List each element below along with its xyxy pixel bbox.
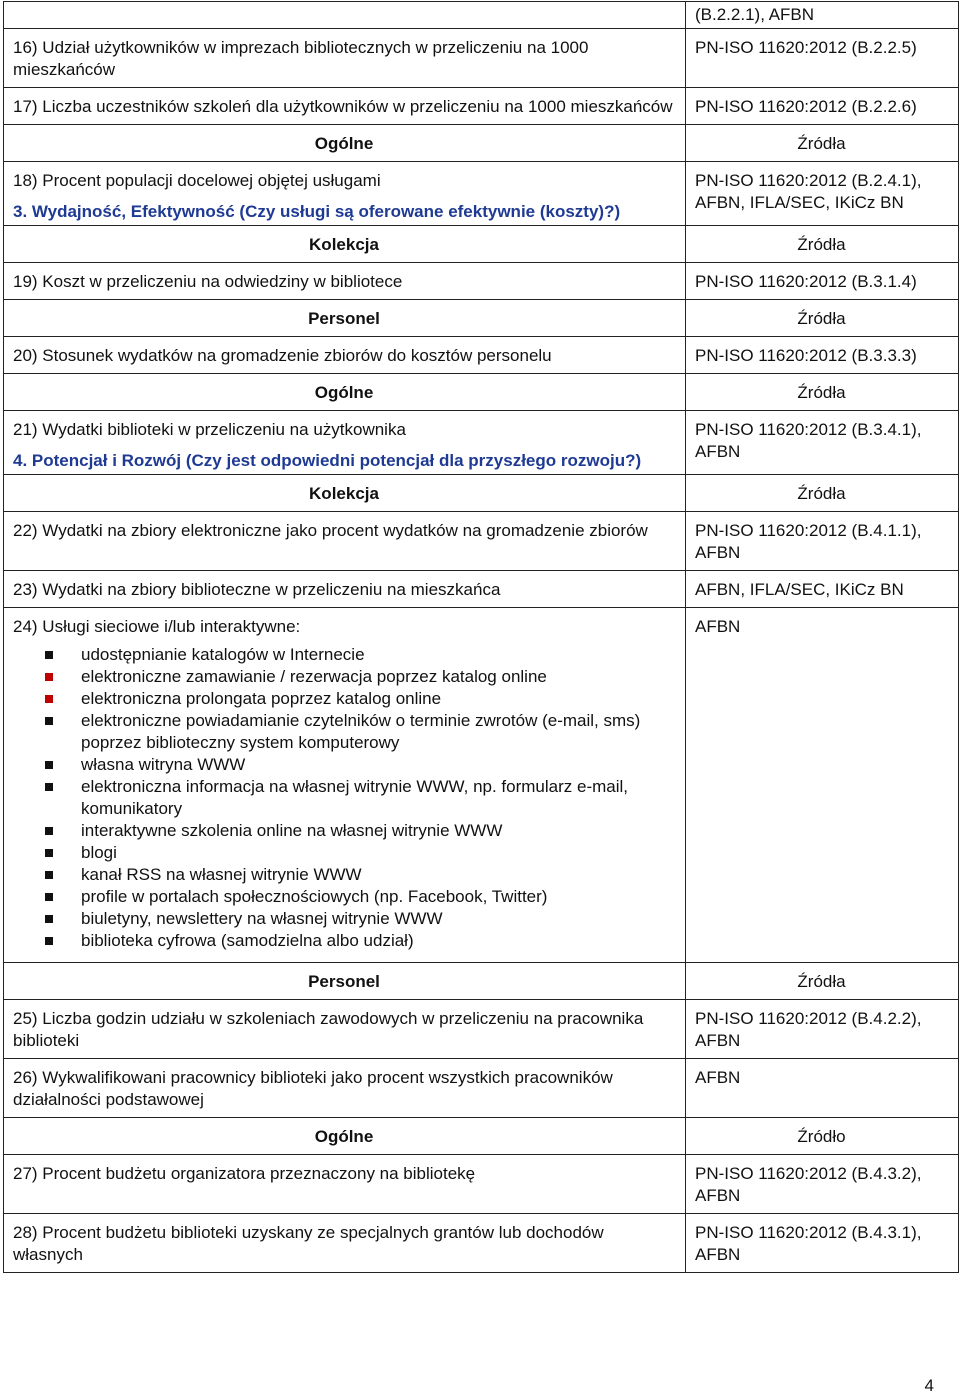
indicator-cell: 26) Wykwalifikowani pracownicy biblioteki jako procent wszystkich pracowników działalności podstawowej (4, 1059, 686, 1118)
list-item: interaktywne szkolenia online na własnej witrynie WWW (45, 820, 675, 842)
source-cell: PN-ISO 11620:2012 (B.4.1.1), AFBN (686, 512, 959, 571)
table-row (4, 29, 959, 88)
list-item: blogi (45, 842, 675, 864)
source-header: Źródła (686, 475, 959, 512)
section-heading: 3. Wydajność, Efektywność (Czy usługi są oferowane efektywnie (koszty)?) (4, 198, 686, 226)
table-row (4, 1059, 959, 1118)
source-cell: PN-ISO 11620:2012 (B.2.2.6) (686, 88, 959, 125)
source-cell: PN-ISO 11620:2012 (B.4.3.1), AFBN (686, 1214, 959, 1273)
indicator-cell: 28) Procent budżetu biblioteki uzyskany ze specjalnych grantów lub dochodów własnych (4, 1214, 686, 1273)
source-cell: AFBN (686, 1059, 959, 1118)
table-row (4, 1155, 959, 1214)
table-row (4, 88, 959, 125)
indicator-cell: 17) Liczba uczestników szkoleń dla użytkowników w przeliczeniu na 1000 mieszkańców (4, 88, 686, 125)
table-row (4, 2, 959, 29)
indicator-cell: 23) Wydatki na zbiory biblioteczne w przeliczeniu na mieszkańca (4, 571, 686, 608)
category-header: Ogólne (4, 125, 686, 162)
table-row (4, 162, 959, 199)
table-row (4, 608, 959, 963)
page-number: 4 (924, 1376, 934, 1395)
list-item: własna witryna WWW (45, 754, 675, 776)
table-row (4, 512, 959, 571)
category-header-row (4, 963, 959, 1000)
indicator-cell: 27) Procent budżetu organizatora przeznaczony na bibliotekę (4, 1155, 686, 1214)
category-header-row (4, 226, 959, 263)
table-row (4, 263, 959, 300)
category-header: Kolekcja (4, 226, 686, 263)
list-item: kanał RSS na własnej witrynie WWW (45, 864, 675, 886)
table-row (4, 571, 959, 608)
category-header: Ogólne (4, 374, 686, 411)
source-header: Źródła (686, 125, 959, 162)
category-header-row (4, 1118, 959, 1155)
list-item: elektroniczna informacja na własnej witrynie WWW, np. formularz e-mail, komunikatory (45, 776, 675, 820)
source-cell: PN-ISO 11620:2012 (B.3.3.3) (686, 337, 959, 374)
indicator-cell: 18) Procent populacji docelowej objętej usługami (4, 162, 686, 199)
services-list (13, 644, 675, 952)
indicator-cell: 19) Koszt w przeliczeniu na odwiedziny w bibliotece (4, 263, 686, 300)
source-cell: PN-ISO 11620:2012 (B.3.4.1), AFBN (686, 411, 959, 475)
list-item: elektroniczna prolongata poprzez katalog online (45, 688, 675, 710)
source-cell: AFBN, IFLA/SEC, IKiCz BN (686, 571, 959, 608)
source-cell: (B.2.2.1), AFBN (686, 2, 959, 29)
category-header: Kolekcja (4, 475, 686, 512)
table-row (4, 411, 959, 448)
indicator-title: 24) Usługi sieciowe i/lub interaktywne: (13, 617, 301, 636)
source-cell: PN-ISO 11620:2012 (B.4.2.2), AFBN (686, 1000, 959, 1059)
indicator-cell: 21) Wydatki biblioteki w przeliczeniu na użytkownika (4, 411, 686, 448)
list-item: biuletyny, newslettery na własnej witrynie WWW (45, 908, 675, 930)
source-header: Źródła (686, 226, 959, 263)
source-cell: AFBN (686, 608, 959, 963)
indicator-cell: 25) Liczba godzin udziału w szkoleniach zawodowych w przeliczeniu na pracownika biblioteki (4, 1000, 686, 1059)
indicator-cell: 20) Stosunek wydatków na gromadzenie zbiorów do kosztów personelu (4, 337, 686, 374)
list-item: udostępnianie katalogów w Internecie (45, 644, 675, 666)
source-cell: PN-ISO 11620:2012 (B.4.3.2), AFBN (686, 1155, 959, 1214)
indicators-table (3, 1, 959, 1273)
table-row (4, 337, 959, 374)
source-header: Źródła (686, 300, 959, 337)
category-header: Personel (4, 300, 686, 337)
source-cell: PN-ISO 11620:2012 (B.2.4.1), AFBN, IFLA/SEC, IKiCz BN (686, 162, 959, 226)
indicator-cell (4, 608, 686, 963)
category-header-row (4, 475, 959, 512)
category-header-row (4, 125, 959, 162)
source-header: Źródła (686, 963, 959, 1000)
category-header: Personel (4, 963, 686, 1000)
source-header: Źródło (686, 1118, 959, 1155)
source-cell: PN-ISO 11620:2012 (B.2.2.5) (686, 29, 959, 88)
section-heading: 4. Potencjał i Rozwój (Czy jest odpowiedni potencjał dla przyszłego rozwoju?) (4, 447, 686, 475)
indicator-cell: 16) Udział użytkowników w imprezach bibliotecznych w przeliczeniu na 1000 mieszkańców (4, 29, 686, 88)
list-item: biblioteka cyfrowa (samodzielna albo udział) (45, 930, 675, 952)
list-item: profile w portalach społecznościowych (np. Facebook, Twitter) (45, 886, 675, 908)
source-header: Źródła (686, 374, 959, 411)
indicator-cell: 22) Wydatki na zbiory elektroniczne jako procent wydatków na gromadzenie zbiorów (4, 512, 686, 571)
category-header-row (4, 374, 959, 411)
table-row (4, 1000, 959, 1059)
source-cell: PN-ISO 11620:2012 (B.3.1.4) (686, 263, 959, 300)
category-header-row (4, 300, 959, 337)
category-header: Ogólne (4, 1118, 686, 1155)
list-item: elektroniczne zamawianie / rezerwacja poprzez katalog online (45, 666, 675, 688)
table-row (4, 1214, 959, 1273)
indicator-cell (4, 2, 686, 29)
list-item: elektroniczne powiadamianie czytelników o terminie zwrotów (e-mail, sms) poprzez biblioteczny system komputerowy (45, 710, 675, 754)
